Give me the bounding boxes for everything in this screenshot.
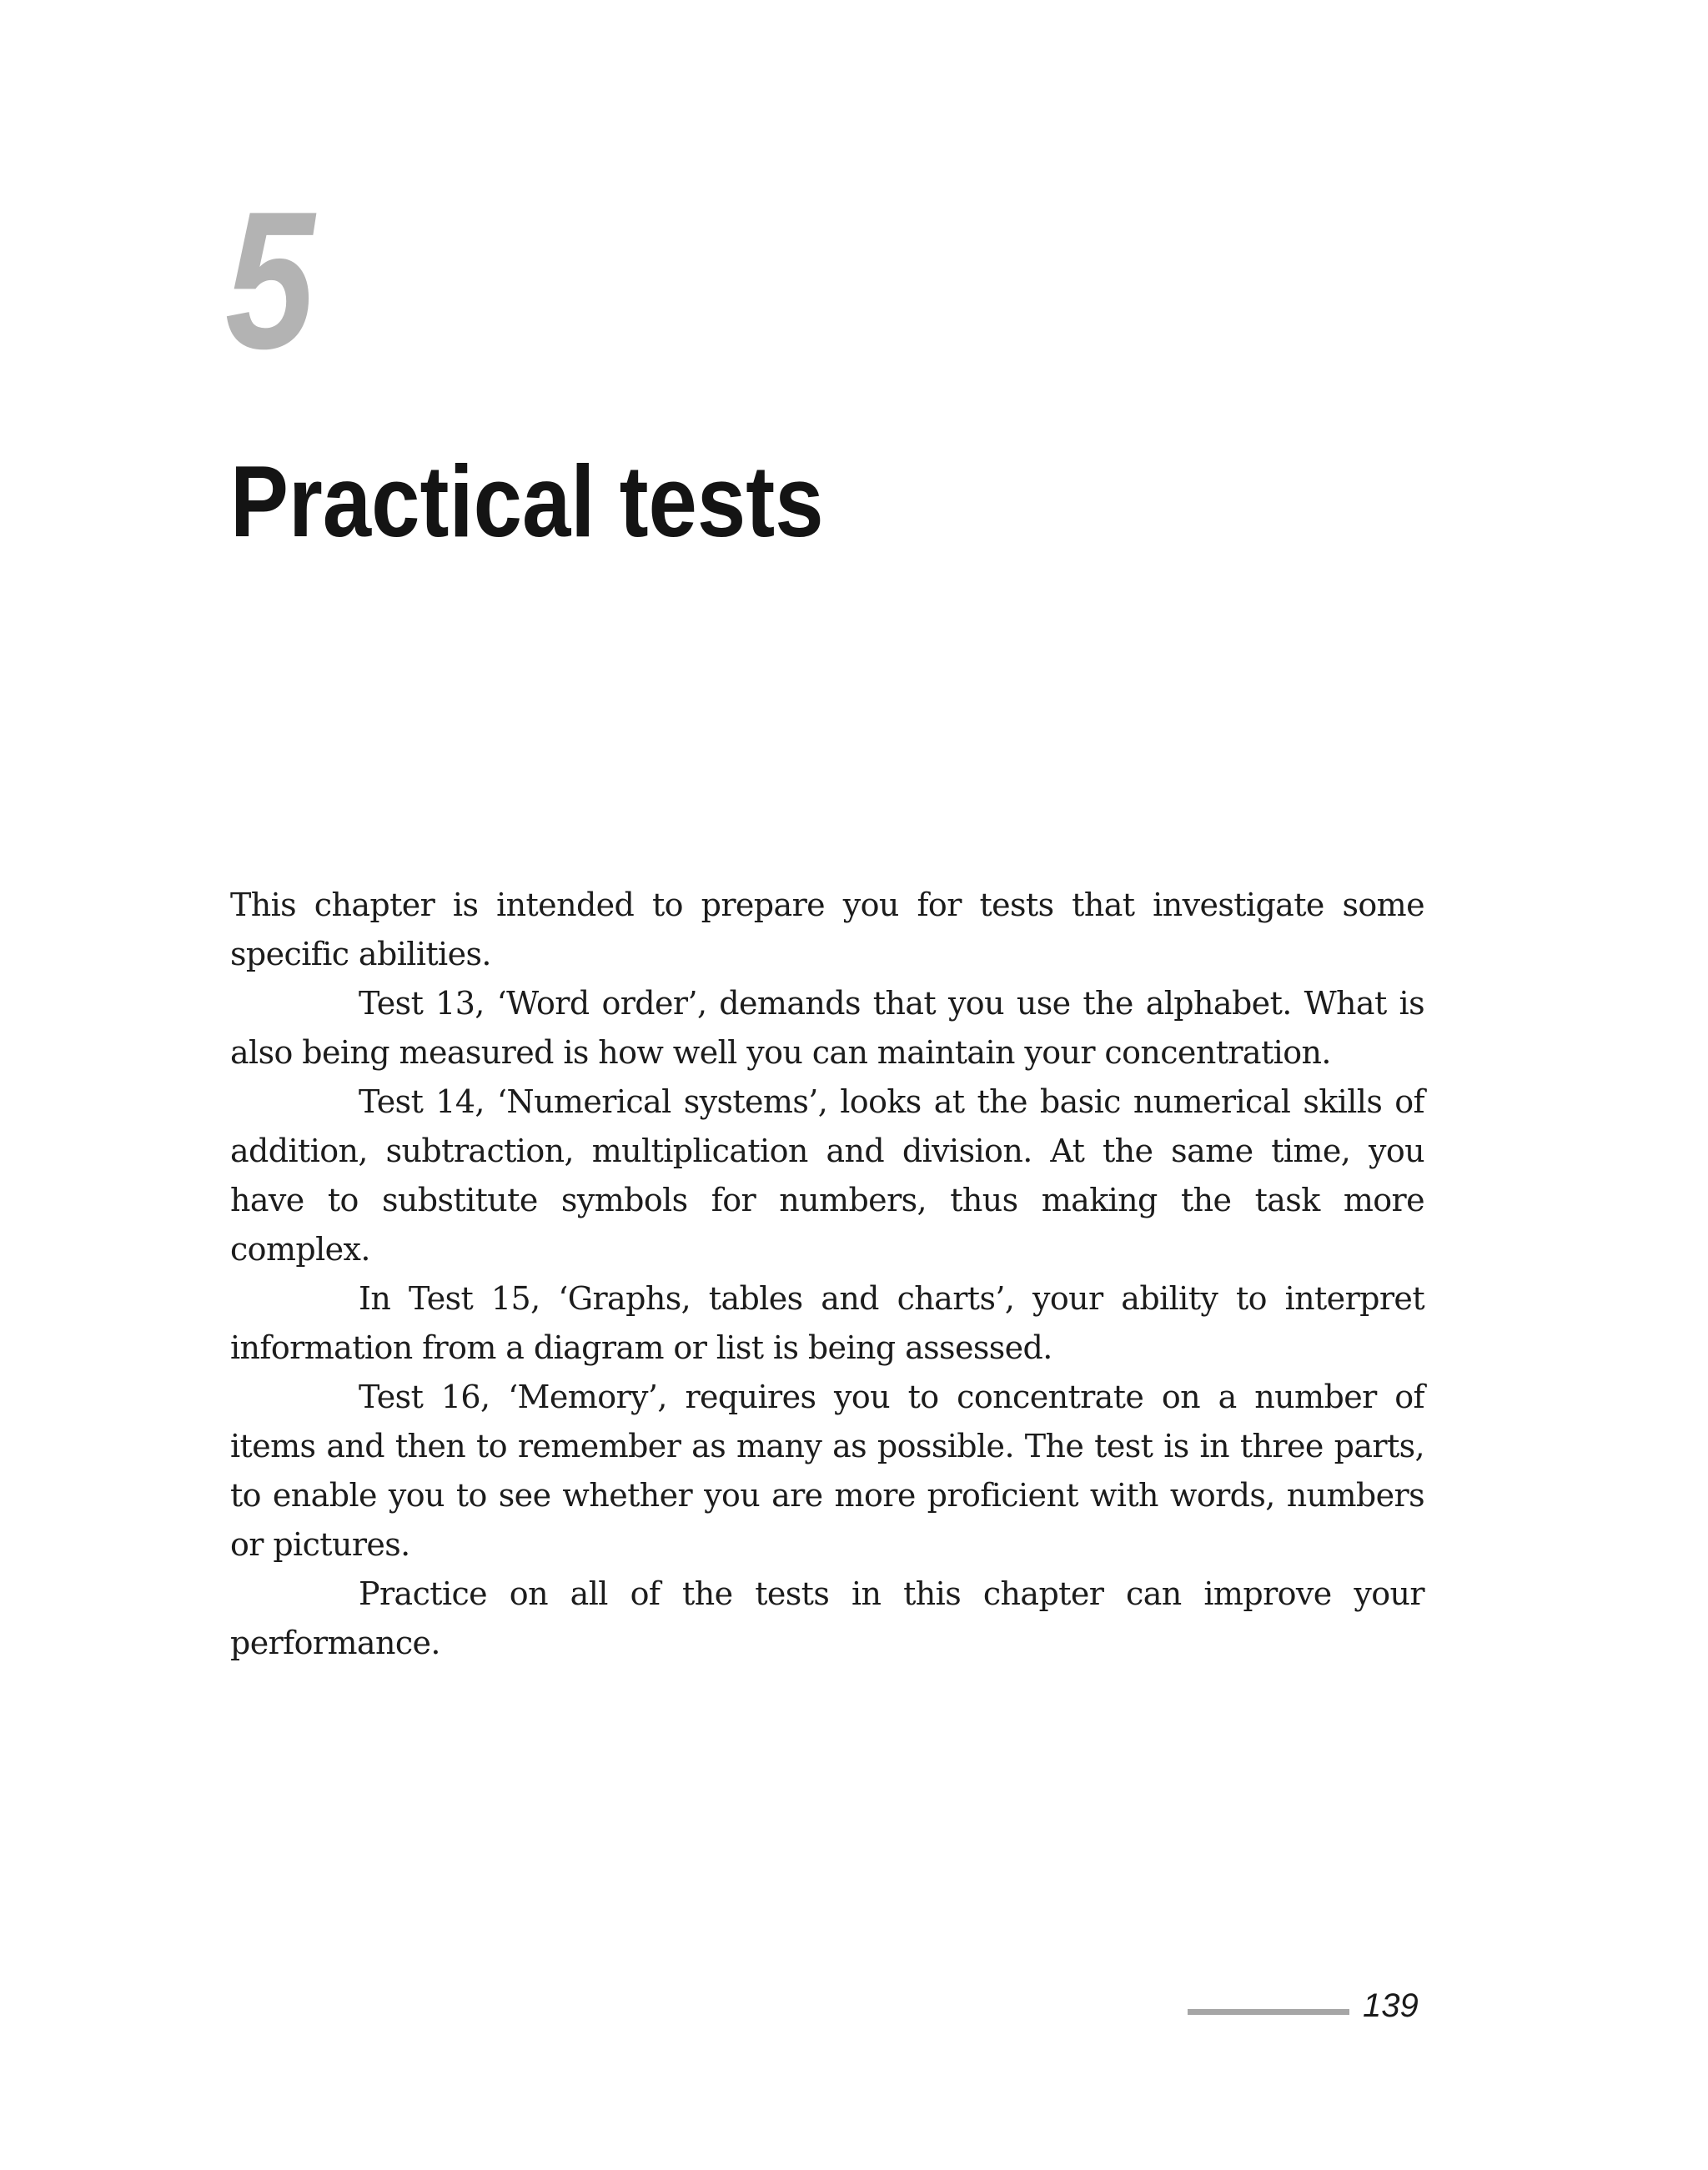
- test-14-paragraph: Test 14, ‘Numerical systems’, looks at the basic numerical skills of addition, subtraction, multiplication and division. At the same time, you have to substitute symbols for numbers, thus making the task more complex.: [230, 1083, 1424, 1268]
- page-number: 139: [1363, 1987, 1419, 2024]
- intro-paragraph: This chapter is intended to prepare you for tests that investigate some specific abilities.: [230, 887, 1424, 972]
- test-16-paragraph: Test 16, ‘Memory’, requires you to concentrate on a number of items and then to remember as many as possible. The test is in three parts, to enable you to see whether you are more proficient with words, numbers or pictures.: [230, 1379, 1424, 1563]
- chapter-number: 5: [225, 170, 315, 389]
- chapter-intro-text: [230, 881, 1424, 1668]
- chapter-title: Practical tests: [230, 445, 824, 558]
- footer-rule: [1188, 2009, 1349, 2015]
- test-15-paragraph: In Test 15, ‘Graphs, tables and charts’, your ability to interpret information from a diagram or list is being assessed.: [230, 1280, 1424, 1366]
- test-13-paragraph: Test 13, ‘Word order’, demands that you use the alphabet. What is also being measured is how well you can maintain your concentration.: [230, 985, 1424, 1071]
- practice-paragraph: Practice on all of the tests in this chapter can improve your performance.: [230, 1575, 1424, 1661]
